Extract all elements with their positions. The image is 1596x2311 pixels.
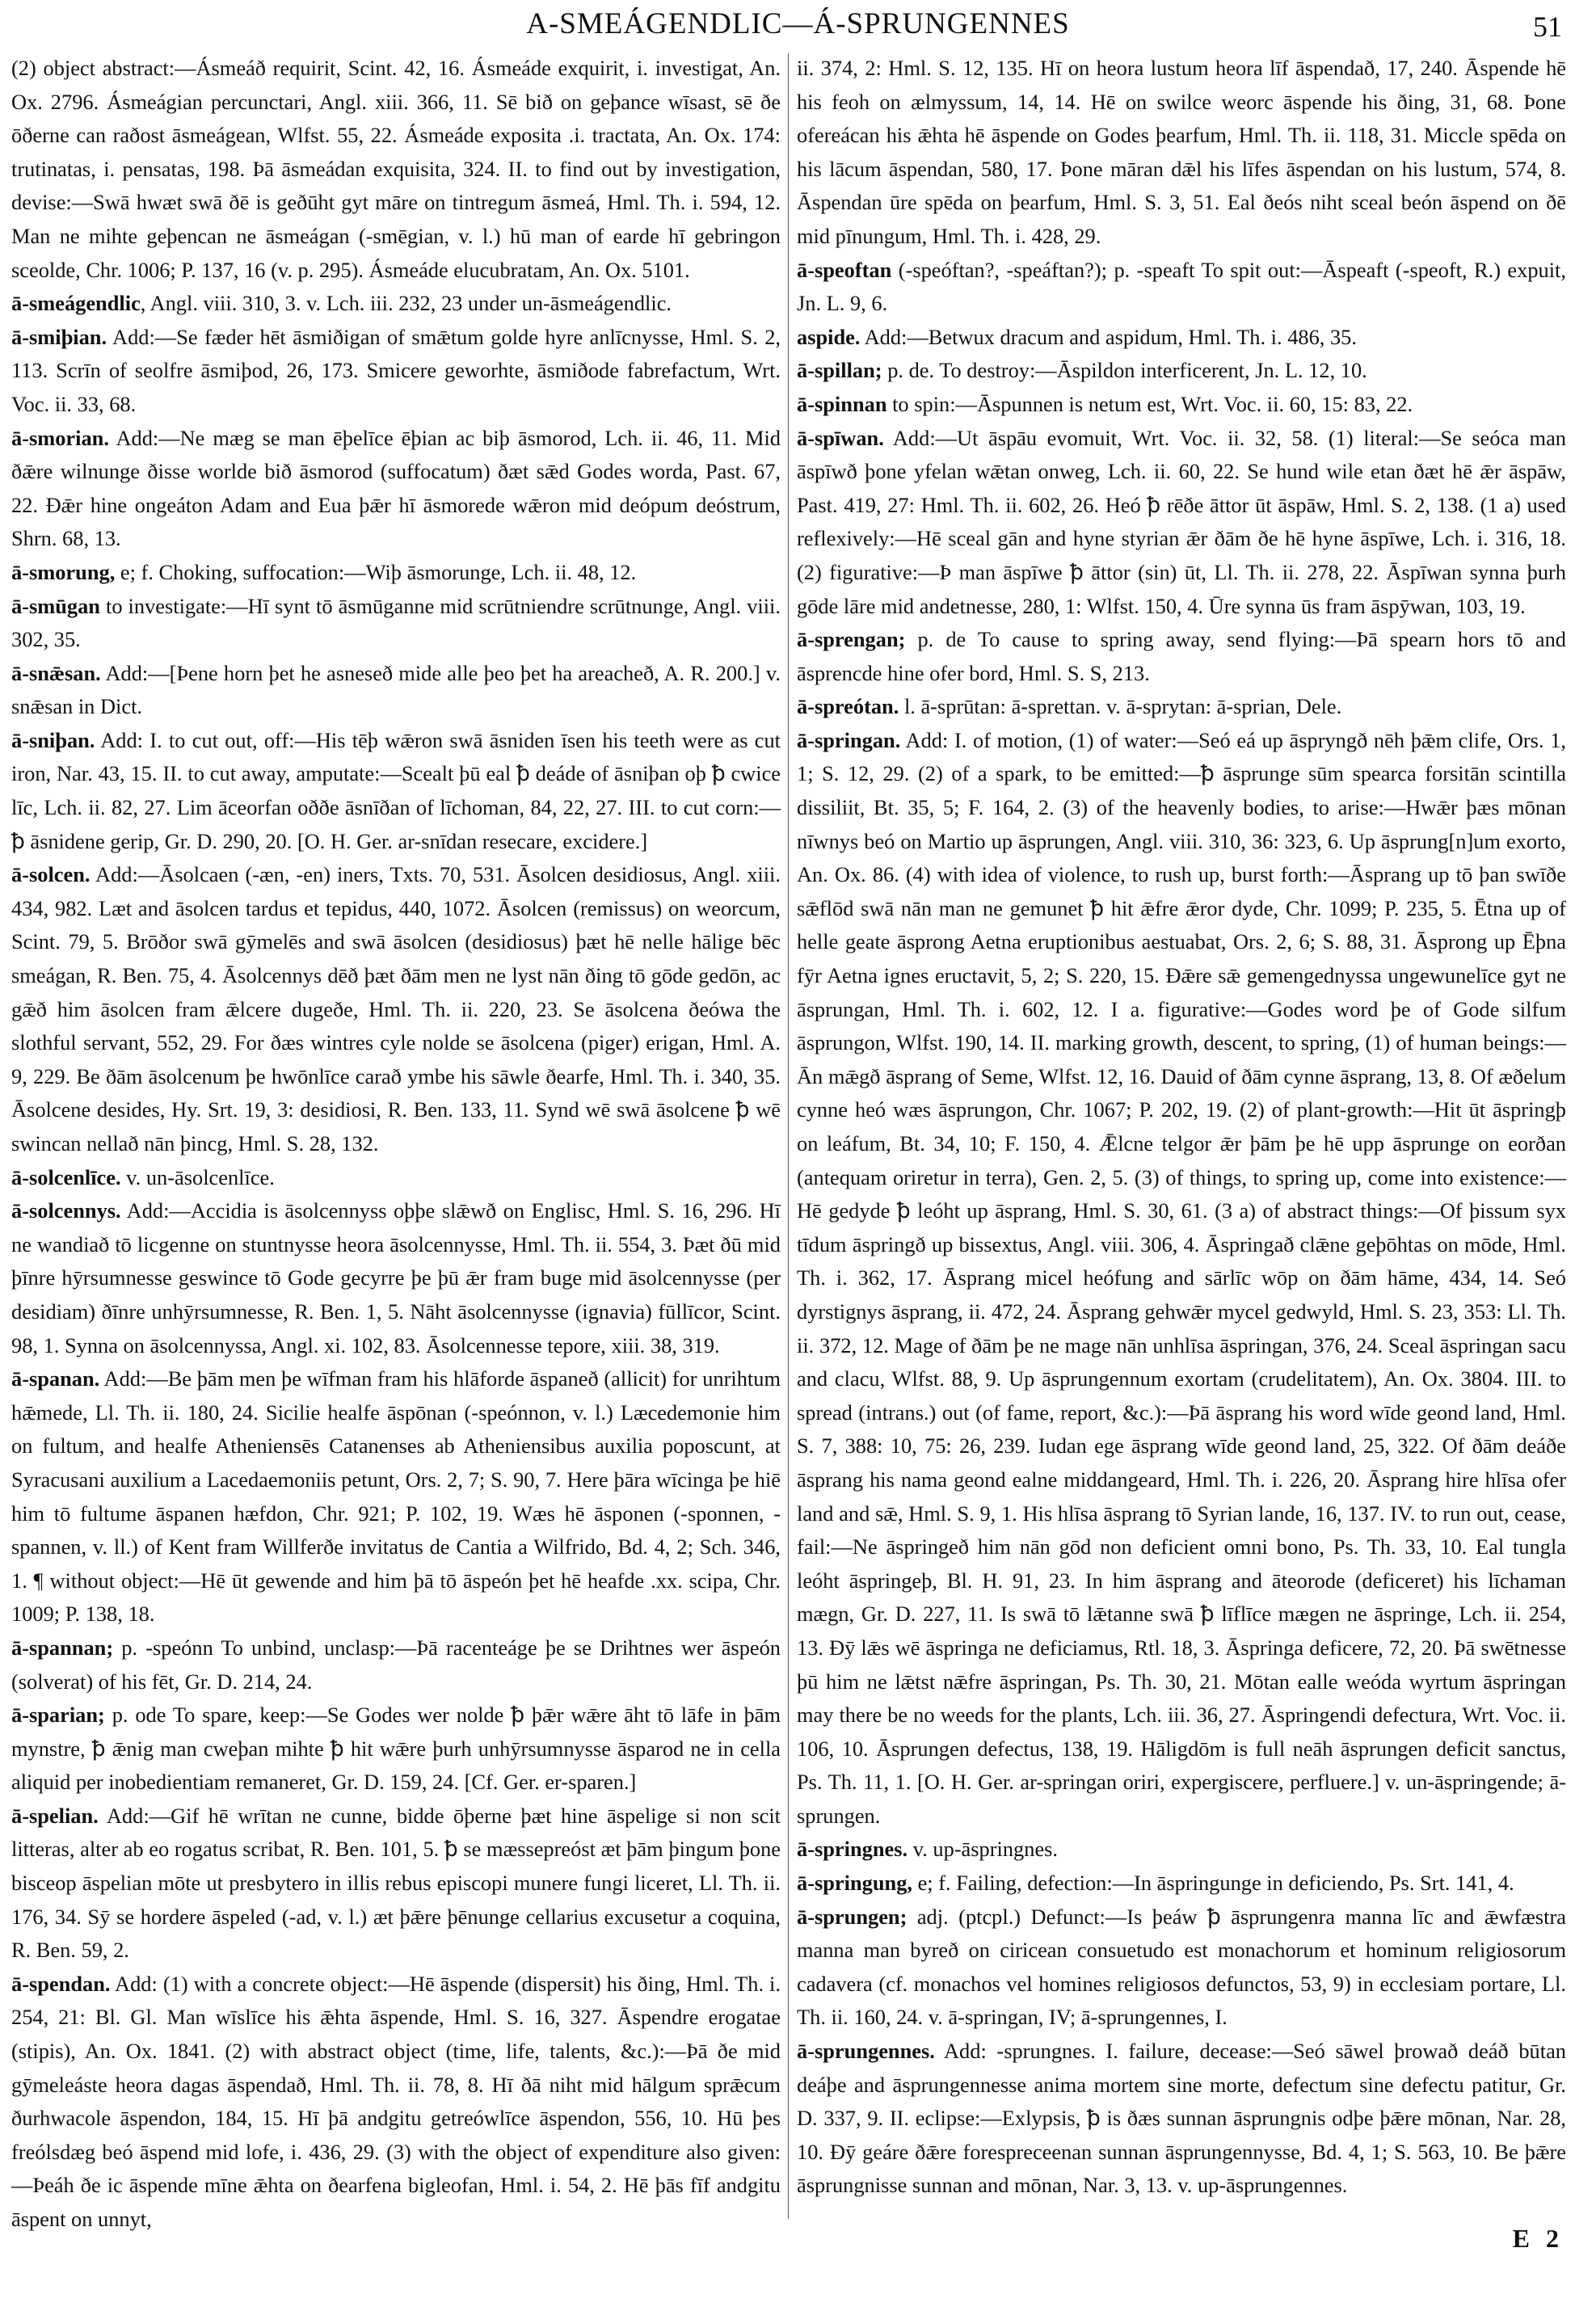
entry-headword: ā-spelian. <box>11 1803 99 1828</box>
entry-headword: ā-spīwan. <box>797 425 884 450</box>
entry-headword: aspide. <box>797 324 861 349</box>
dictionary-entry <box>797 422 1566 624</box>
entry-headword: ā-smūgan <box>11 593 100 618</box>
dictionary-entry <box>11 1800 781 1968</box>
right-column <box>797 52 1566 2203</box>
entry-headword: ā-snǣsan. <box>11 660 101 685</box>
entry-headword: ā-sparian; <box>11 1703 105 1728</box>
entry-headword: ā-smorung, <box>11 559 116 584</box>
entry-body: Add: I. to cut out, off:—His tēþ wǣron swā āsniden īsen his teeth were as cut iron, Nar. 43, 15. II. to cut away, amputate:—Scealt þū eal ꝥ deáde of āsniþan oþ ꝥ cwice līc, Lch. ii. 82, 27. Lim āceorfan oððe āsnīðan of līchoman, 84, 22, 27. III. to cut corn:—ꝥ āsnidene gerip, Gr. D. 290, 20. [O. H. Ger. ar-snīdan resecare, excidere.] <box>11 727 781 853</box>
dictionary-entry <box>797 321 1566 355</box>
entry-headword: ā-spendan. <box>11 1971 111 1996</box>
entry-body: to spin:—Āspunnen is netum est, Wrt. Voc. ii. 60, 15: 83, 22. <box>886 391 1413 416</box>
dictionary-entry <box>11 422 781 556</box>
entry-headword: ā-sprengan; <box>797 627 906 652</box>
dictionary-entry <box>797 724 1566 1833</box>
entry-body: , Angl. viii. 310, 3. v. Lch. iii. 232, 23 under un-āsmeágendlic. <box>140 291 672 316</box>
entry-body: adj. (ptcpl.) Defunct:—Is þeáw ꝥ āsprungenra manna līc and ǣwfæstra manna man byreð on ciricean consuetudo est monachorum et hominum religiosorum cadavera (cf. monachos vel homines religiosos defunctos, 53, 9) in ecclesiam portare, Ll. Th. ii. 160, 24. v. ā-springan, IV; ā-sprungennes, I. <box>797 1904 1566 2030</box>
signature-mark: E 2 <box>1512 2224 1564 2253</box>
dictionary-entry <box>797 623 1566 690</box>
entry-headword: ā-springnes. <box>797 1837 908 1862</box>
dictionary-entry <box>11 1631 781 1699</box>
entry-body: e; f. Choking, suffocation:—Wiþ āsmorunge, Lch. ii. 48, 12. <box>115 559 637 584</box>
dictionary-entry <box>797 254 1566 321</box>
entry-body: Add:—Se fæder hēt āsmiðigan of smǣtum golde hyre anlīcnysse, Hml. S. 2, 113. Scrīn of seolfre āsmiþod, 26, 173. Smicere geworhte, āsmiðode fabrefactum, Wrt. Voc. ii. 33, 68. <box>11 324 781 416</box>
entry-body: v. up-āspringnes. <box>907 1837 1059 1862</box>
dictionary-entry <box>11 724 781 858</box>
entry-headword: ā-solcenlīce. <box>11 1164 121 1189</box>
dictionary-entry <box>797 388 1566 422</box>
entry-body: Add: (1) with a concrete object:—Hē āspende (dispersit) his ðing, Hml. Th. i. 254, 21: Bl. Gl. Man wīslīce his ǣhta āspende, Hml. S. 16, 327. Āspendre erogatae (stipis), An. Ox. 1841. (2) with abstract object (time, life, talents, &c.):—Þā ðe mid gȳmeleáste heora dagas āspendað, Hml. Th. ii. 78, 8. Hī ðā niht mid hālgum sprǣcum ðurhwacole āspendon, 184, 15. Hī þā andgitu getreówlīce āspendon, 556, 10. Hū þes freólsdæg beó āspend mid lofe, i. 436, 29. (3) with the object of expenditure also given:—Þeáh ðe ic āspende mīne ǣhta on ðearfena bigleofan, Hml. i. 54, 2. Hē þās fīf andgitu āspent on unnyt, <box>11 1971 781 2231</box>
entry-headword: ā-spanan. <box>11 1366 100 1391</box>
dictionary-entry <box>11 1194 781 1362</box>
entry-body: v. un-āsolcenlīce. <box>120 1164 275 1189</box>
dictionary-entry <box>11 858 781 1160</box>
entry-body: p. ode To spare, keep:—Se Godes wer nolde ꝥ þǣr wǣre āht tō lāfe in þām mynstre, ꝥ ǣnig man cweþan mihte ꝥ hit wǣre þurh unhȳrsumnysse āsparod ne in cella aliquid per inobedientiam remaneret, Gr. D. 159, 24. [Cf. Ger. er-sparen.] <box>11 1703 781 1795</box>
entry-headword: ā-spillan; <box>797 358 882 383</box>
dictionary-entry <box>11 287 781 321</box>
entry-body: p. -speónn To unbind, unclasp:—Þā racenteáge þe se Drihtnes wer āspeón (solverat) of his fēt, Gr. D. 214, 24. <box>11 1635 781 1694</box>
entry-headword: ā-sniþan. <box>11 727 95 752</box>
entry-body: p. de To cause to spring away, send flying:—Þā spearn hors tō and āsprencde hine ofer bord, Hml. S. S, 213. <box>797 627 1566 685</box>
entry-body: Add:—Āsolcaen (-æn, -en) iners, Txts. 70, 531. Āsolcen desidiosus, Angl. xiii. 434, 982. Læt and āsolcen tardus et tepidus, 440, 1072. Āsolcen (remissus) on weorcum, Scint. 79, 5. Brōðor swā gȳmelēs and swā āsolcen (desidiosus) þæt hē nelle hālige bēc smeágan, R. Ben. 75, 4. Āsolcennys dēð þæt ðām men ne lyst nān ðing tō gōde gedōn, ac gǣð him āsolcen fram ǣlcere dugeðe, Hml. Th. ii. 220, 23. Se āsolcena ðeówa the slothful servant, 552, 29. For ðæs wintres cyle nolde se āsolcena (piger) erigan, Hml. A. 9, 229. Be ðām āsolcenum þe hwōnlīce carað ymbe his sāwle ðearfe, Hml. Th. i. 340, 35. Āsolcene desides, Hy. Srt. 19, 3: desidiosi, R. Ben. 133, 11. Synd wē swā āsolcene ꝥ wē swincan nellað nān þincg, Hml. S. 28, 132. <box>11 862 781 1156</box>
dictionary-entry <box>11 590 781 657</box>
entry-body: Add: I. of motion, (1) of water:—Seó eá up āspryngð nēh þǣm clife, Ors. 1, 1; S. 12, 29. (2) of a spark, to be emitted:—ꝥ āsprunge sūm spearca forsitān scintilla dissiliit, Bt. 35, 5; F. 164, 2. (3) of the heavenly bodies, to arise:—Hwǣr þæs mōnan nīwnys beó on Martio up āsprungen, Angl. viii. 310, 36: 323, 6. Up āsprung[n]um exorto, An. Ox. 86. (4) with idea of violence, to rush up, burst forth:—Āsprang up tō þan swīðe sǣflōd swā nān man ne gemunet ꝥ hit ǣfre ǣror dyde, Chr. 1099; P. 235, 5. Ētna up of helle geate āsprong Aetna eruptionibus aestuabat, Ors. 2, 6; S. 88, 31. Āsprong up Ēþna fȳr Aetna ignes eructavit, 5, 2; S. 220, 15. Ðǣre sǣ gemengednyssa ungewunelīce gyt ne āsprungan, Hml. Th. i. 602, 12. I a. figurative:—Godes word þe of Gode silfum āsprungon, Wlfst. 190, 14. II. marking growth, descent, to spring, (1) of human beings:—Ān mǣgð āsprang of Seme, Wlfst. 12, 16. Dauid of ðām cynne āsprang, 13, 8. Of æðelum cynne heó wæs āsprungon, Chr. 1067; P. 202, 19. (2) of plant-growth:—Hit ūt āspringþ on leáfum, Bt. 34, 10; F. 150, 4. Ǣlcne telgor ǣr þām þe hē upp āsprunge on eorðan (antequam oriretur in terra), Gen. 2, 5. (3) of things, to spring up, come into existence:—Hē gedyde ꝥ leóht up āsprang, Hml. S. 30, 61. (3 a) of abstract things:—Of þissum syx tīdum āspringð up bissextus, Angl. viii. 306, 4. Āspringað clǣne geþōhtas on mōde, Hml. Th. i. 362, 17. Āsprang micel heófung and sārlīc wōp on ðām hāme, 434, 14. Seó dyrstignys āsprang, ii. 472, 24. Āsprang gehwǣr mycel gedwyld, Hml. S. 23, 353: Ll. Th. ii. 372, 12. Mage of ðām þe ne mage nān unhlīsa āspringan, 376, 24. Sceal āspringan sacu and clacu, Wlfst. 88, 9. Up āsprungennum exortam (crudelitatem), An. Ox. 3804. III. to spread (intrans.) out (of fame, report, &c.):—Þā āsprang his word wīde geond land, Hml. S. 7, 388: 10, 75: 26, 239. Iudan ege āsprang wīde geond land, 25, 322. Of ðām deáðe āsprang his nama geond ealne middangeard, Hml. Th. i. 226, 20. Āsprang hire hlīsa ofer land and sǣ, Hml. S. 9, 1. His hlīsa āsprang tō Syrian lande, 16, 137. IV. to run out, cease, fail:—Ne āspringeð him nān gōd non deficient omni bono, Ps. Th. 33, 10. Eal tungla leóht āspringeþ, Bl. H. 91, 23. In him āsprang and āteorode (deficeret) his līchaman mægn, Gr. D. 227, 11. Is swā tō lǣtanne swā ꝥ līflīce mægen ne āspringe, Lch. ii. 254, 13. Ðȳ lǣs wē āspringa ne deficiamus, Rtl. 18, 3. Āspringa deficere, 72, 20. Þā swētnesse þū him ne lǣtst nǣfre āspringan, Ps. Th. 30, 21. Mōtan ealle weóda wyrtum āspringan may there be no weeds for the plants, Lch. iii. 36, 27. Āspringendi defectura, Wrt. Voc. ii. 106, 10. Āsprungen defectus, 138, 19. Hāligdōm is full neāh āsprungen deficit sanctus, Ps. Th. 11, 1. [O. H. Ger. ar-springan oriri, expergiscere, perfluere.] v. un-āspringende; ā-sprungen. <box>797 727 1566 1828</box>
entry-headword: ā-smeágendlic <box>11 291 141 316</box>
dictionary-entry <box>797 1867 1566 1901</box>
left-column <box>11 52 781 2237</box>
entry-headword: ā-speoftan <box>797 257 892 282</box>
entry-body: Add: -sprungnes. I. failure, decease:—Seó sāwel þrowað deáð būtan deáþe and āsprungennesse anima mortem sine morte, defectum sine defectu patitur, Gr. D. 337, 9. II. eclipse:—Exlypsis, ꝥ is ðæs sunnan āsprungnis odþe þǣre mōnan, Nar. 28, 10. Ðȳ geáre ðǣre forespreceenan sunnan āsprungennysse, Bd. 4, 1; S. 563, 10. Be þǣre āsprungnisse sunnan and mōnan, Nar. 3, 13. v. up-āsprungennes. <box>797 2039 1566 2198</box>
dictionary-entry <box>11 1968 781 2237</box>
entry-body: Add:—Betwux dracum and aspidum, Hml. Th. i. 486, 35. <box>860 324 1357 349</box>
entry-headword: ā-sprungen; <box>797 1904 907 1929</box>
entry-body: Add:—[Þene horn þet he asneseð mide alle þeo þet ha areacheð, A. R. 200.] v. snǣsan in Dict. <box>11 660 781 719</box>
dictionary-entry <box>797 2035 1566 2203</box>
entry-headword: ā-sprungennes. <box>797 2039 935 2064</box>
dictionary-entry <box>797 1901 1566 2035</box>
entry-headword: ā-smiþian. <box>11 324 107 349</box>
dictionary-entry <box>11 657 781 724</box>
dictionary-entry <box>11 52 781 287</box>
entry-headword: ā-solcen. <box>11 862 91 887</box>
dictionary-entry <box>797 52 1566 254</box>
dictionary-entry <box>11 1161 781 1195</box>
dictionary-entry <box>797 1833 1566 1867</box>
running-title: A-SMEÁGENDLIC—Á-SPRUNGENNES <box>526 7 1070 40</box>
entry-body: ii. 374, 2: Hml. S. 12, 135. Hī on heora lustum heora līf āspendað, 17, 240. Āspende hē his feoh on ælmyssum, 14, 14. Hē on swilce weorc āspende his ðing, 31, 68. Þone ofereácan his ǣhta hē āspende on Godes þearfum, Hml. Th. ii. 118, 31. Miccle spēda on his lācum āspendan, 580, 17. Þone māran dǣl his līfes āspendan on his lustum, 574, 8. Āspendan ūre spēda on þearfum, Hml. S. 3, 51. Eal ðeós niht sceal beón āspend on ðē mid pīnungum, Hml. Th. i. 428, 29. <box>797 56 1566 248</box>
page-header <box>0 6 1596 47</box>
entry-body: (-speóftan?, -speáftan?); p. -speaft To spit out:—Āspeaft (-speoft, R.) expuit, Jn. L. 9, 6. <box>797 257 1566 316</box>
entry-body: l. ā-sprūtan: ā-sprettan. v. ā-sprytan: ā-sprian, Dele. <box>899 694 1342 719</box>
entry-body: Add:—Ne mæg se man ēþelīce ēþian ac biþ āsmorod, Lch. ii. 46, 11. Mid ðǣre wilnunge ðisse worlde bið āsmorod (suffocatum) ðæt sǣd Godes worda, Past. 67, 22. Ðǣr hine ongeáton Adam and Eua þǣr hī āsmorede wǣron mid deópum deóstrum, Shrn. 68, 13. <box>11 425 781 551</box>
dictionary-entry <box>11 321 781 422</box>
column-divider <box>788 53 789 2219</box>
dictionary-entry <box>797 354 1566 388</box>
entry-headword: ā-springan. <box>797 727 901 752</box>
entry-body: (2) object abstract:—Ásmeáð requirit, Scint. 42, 16. Ásmeáde exquirit, i. investigat, An. Ox. 2796. Ásmeágian percunctari, Angl. xiii. 366, 11. Sē bið on geþance wīsast, sē ðe ōðerne can raðost āsmeágean, Wlfst. 55, 22. Ásmeáde exposita .i. tractata, An. Ox. 174: trutinatas, i. pensatas, 198. Þā āsmeádan exquisita, 324. II. to find out by investigation, devise:—Swā hwæt swā ðē is geðūht gyt māre on tintregum āsmeá, Hml. Th. i. 594, 12. Man ne mihte geþencan ne āsmeágan (-smēgian, v. l.) hū man of earde hī gebringon sceolde, Chr. 1006; P. 137, 16 (v. p. 295). Ásmeáde elucubratam, An. Ox. 5101. <box>11 56 781 282</box>
entry-body: Add:—Accidia is āsolcennyss oþþe slǣwð on Englisc, Hml. S. 16, 296. Hī ne wandiað tō licgenne on stuntnysse heora āsolcennysse, Hml. Th. ii. 554, 3. Þæt ðū mid þīnre hȳrsumnesse geswince tō Gode gecyrre þe þū ǣr fram buge mid āsolcennysse (per desidiam) ðīnre unhȳrsumnesse, R. Ben. 1, 5. Nāht āsolcennysse (ignavia) fūllīcor, Scint. 98, 1. Synna on āsolcennyssa, Angl. xi. 102, 83. Āsolcennesse tepore, xiii. 38, 319. <box>11 1198 781 1358</box>
entry-body: Add:—Gif hē wrītan ne cunne, bidde ōþerne þæt hine āspelige si non scit litteras, alter ab eo rogatus scribat, R. Ben. 101, 5. ꝥ se mæssepreóst æt þām þingum þone bisceop āspelian mōte ut presbytero in illis rebus episcopi munere fungi liceret, Ll. Th. ii. 176, 34. Sȳ se hordere āspeled (-ad, v. l.) æt þǣre þēnunge cellarius excusetur a coquina, R. Ben. 59, 2. <box>11 1803 781 1963</box>
dictionary-entry <box>11 1362 781 1631</box>
dictionary-entry <box>797 690 1566 724</box>
entry-body: to investigate:—Hī synt tō āsmūganne mid scrūtniendre scrūtnunge, Angl. viii. 302, 35. <box>11 593 781 652</box>
dictionary-entry <box>11 556 781 590</box>
entry-headword: ā-spreótan. <box>797 694 899 719</box>
entry-body: e; f. Failing, defection:—In āspringunge in deficiendo, Ps. Srt. 141, 4. <box>912 1871 1514 1896</box>
entry-headword: ā-smorian. <box>11 425 109 450</box>
entry-headword: ā-spinnan <box>797 391 887 416</box>
entry-body: p. de. To destroy:—Āspildon interficerent, Jn. L. 12, 10. <box>882 358 1367 383</box>
page-number: 51 <box>1533 11 1562 43</box>
entry-headword: ā-spannan; <box>11 1635 114 1660</box>
entry-body: Add:—Ut āspāu evomuit, Wrt. Voc. ii. 32, 58. (1) literal:—Se seóca man āspīwð þone yfelan wǣtan onweg, Lch. ii. 60, 22. Se hund wile etan ðæt hē ǣr āspāw, Past. 419, 27: Hml. Th. ii. 602, 26. Heó ꝥ rēðe āttor ūt āspāw, Hml. S. 2, 138. (1 a) used reflexively:—Hē sceal gān and hyne styrian ǣr ðām ðe hē hyne āspīwe, Lch. i. 316, 18. (2) figurative:—Þ man āspīwe ꝥ āttor (sin) ūt, Ll. Th. ii. 278, 22. Āspīwan synna þurh gōde lāre mid andetnesse, 280, 1: Wlfst. 150, 4. Ūre synna ūs fram āspȳwan, 103, 19. <box>797 425 1566 618</box>
entry-body: Add:—Be þām men þe wīfman fram his hlāforde āspaneð (allicit) for unrihtum hǣmede, Ll. Th. ii. 180, 24. Sicilie healfe āspōnan (-speónnon, v. l.) Læcedemonie him on fultum, and healfe Atheniensēs Catanenses ab Atheniensibus auxilia poposcunt, at Syracusani auxilium a Lacedaemoniis petunt, Ors. 2, 7; S. 90, 7. Here þāra wīcinga þe hiē him tō fultume āspanen hæfdon, Chr. 921; P. 102, 19. Wæs hē āsponen (-sponnen, -spannen, v. ll.) of Kent fram Willferðe invitatus de Cantia a Wilfrido, Bd. 4, 2; Sch. 346, 1. ¶ without object:—Hē ūt gewende and him þā tō āspeón þet hē heafde .xx. scipa, Chr. 1009; P. 138, 18. <box>11 1366 781 1627</box>
entry-headword: ā-springung, <box>797 1871 912 1896</box>
entry-headword: ā-solcennys. <box>11 1198 121 1223</box>
dictionary-entry <box>11 1699 781 1800</box>
